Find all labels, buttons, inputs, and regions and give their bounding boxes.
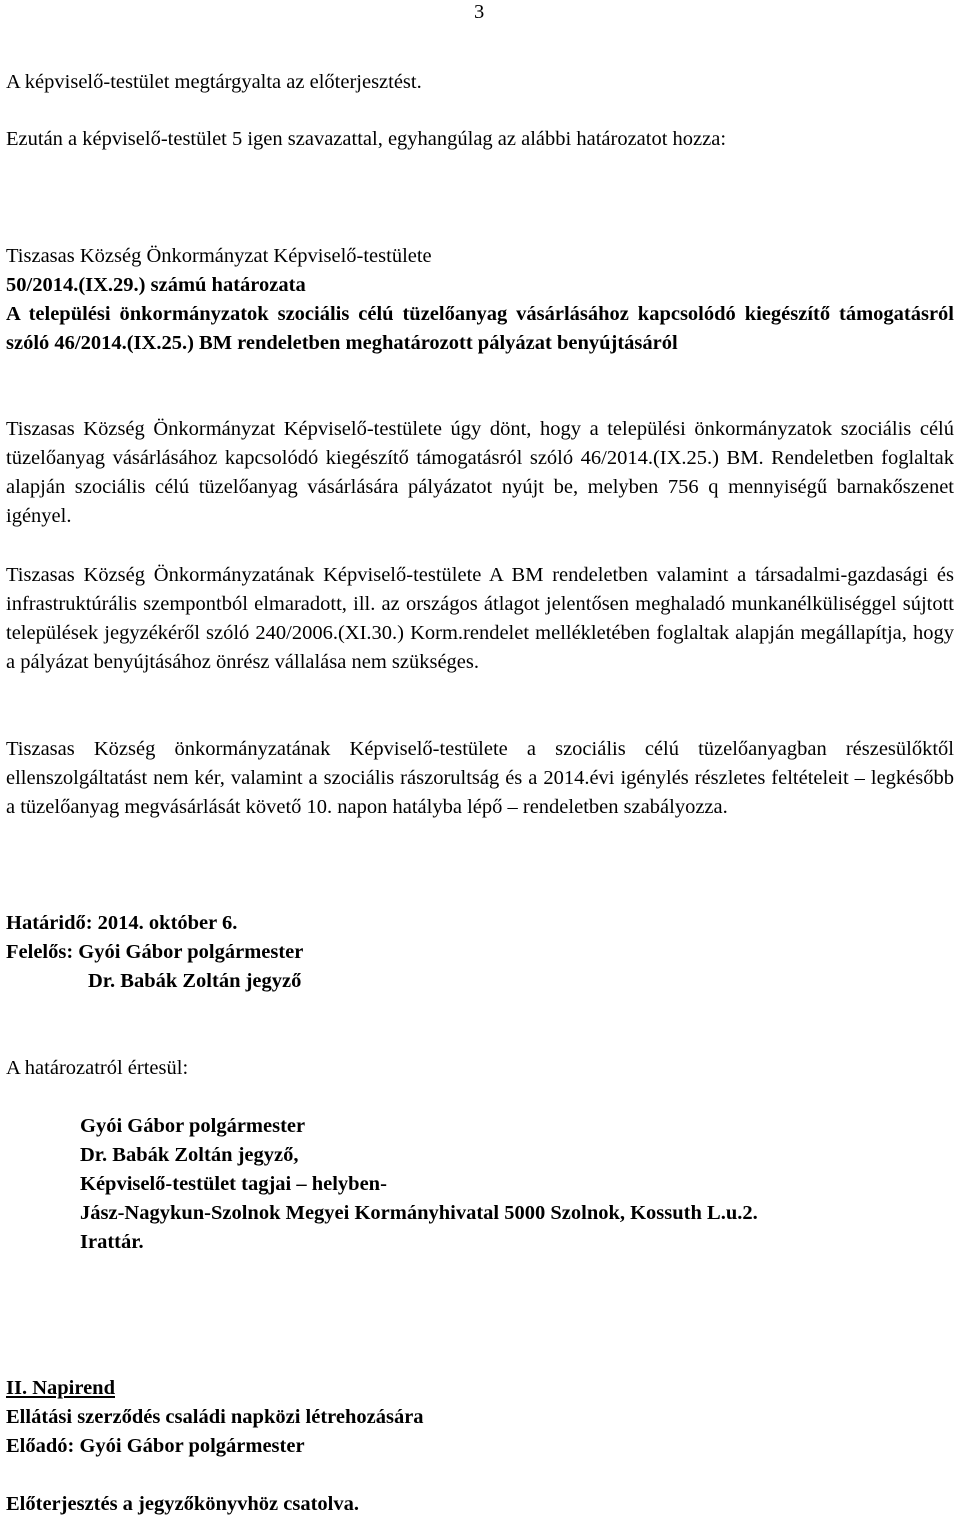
recipient-item: Jász-Nagykun-Szolnok Megyei Kormányhivatal 5000 Szolnok, Kossuth L.u.2. xyxy=(80,1202,758,1224)
decision-paragraph-2: Tiszasas Község Önkormányzatának Képviselő-testülete A BM rendeletben valamint a társadalmi-gazdasági és infrastruktúrális szempontból elmaradott, ill. az országos átlagot jelentősen meghaladó munkanélküliséggel sújtott települések jegyzékéről szóló 240/2006.(XI.30.) Korm.rendelet mellékletében foglaltak alapján megállapítja, hogy a pályázat benyújtásához önrész vállalása nem szükséges. xyxy=(6,564,954,673)
recipient-item: Gyói Gábor polgármester xyxy=(80,1115,306,1137)
recipient-list xyxy=(6,1112,960,1257)
responsible-person-2: Dr. Babák Zoltán jegyző xyxy=(88,970,302,992)
resolution-body-name: Tiszasas Község Önkormányzat Képviselő-testülete xyxy=(6,245,432,267)
responsible-person: Felelős: Gyói Gábor polgármester xyxy=(6,941,304,963)
decision-paragraph-1: Tiszasas Község Önkormányzat Képviselő-testülete úgy dönt, hogy a települési önkormányzatok szociális célú tüzelőanyag vásárlásához kapcsolódó kiegészítő támogatásról szóló 46/2014.(IX.25.) BM. Rendeletben foglaltak alapján szociális célú tüzelőanyag vásárlására pályázatot nyújt be, melyben 756 q mennyiségű barnakőszenet igényel. xyxy=(6,418,954,527)
page-number: 3 xyxy=(474,1,485,23)
decision-paragraph-3: Tiszasas Község önkormányzatának Képviselő-testülete a szociális célú tüzelőanyagban részesülőktől ellenszolgáltatást nem kér, valamint a szociális rászorultság és a 2014.évi igénylés részletes feltételeit – legkésőbb a tüzelőanyag megvásárlását követő 10. napon hatályba lépő – rendeletben szabályozza. xyxy=(6,738,954,818)
resolution-subject: A települési önkormányzatok szociális célú tüzelőanyag vásárlásához kapcsolódó kiegészítő támogatásról szóló 46/2014.(IX.25.) BM rendeletben meghatározott pályázat benyújtásáról xyxy=(6,303,954,354)
agenda-number-text: II. Napirend xyxy=(6,1377,115,1399)
agenda-presenter: Előadó: Gyói Gábor polgármester xyxy=(6,1435,305,1457)
recipient-item: Dr. Babák Zoltán jegyző, xyxy=(80,1144,299,1166)
agenda-title: Ellátási szerződés családi napközi létrehozására xyxy=(6,1406,424,1428)
agenda-note: Előterjesztés a jegyzőkönyvhöz csatolva. xyxy=(6,1493,359,1515)
vote-statement: Ezután a képviselő-testület 5 igen szavazattal, egyhangúlag az alábbi határozatot hozza: xyxy=(6,128,727,150)
deadline: Határidő: 2014. október 6. xyxy=(6,912,238,934)
notification-heading: A határozatról értesül: xyxy=(6,1057,189,1079)
resolution-number: 50/2014.(IX.29.) számú határozata xyxy=(6,274,306,296)
intro-statement: A képviselő-testület megtárgyalta az előterjesztést. xyxy=(6,71,422,93)
recipient-item: Irattár. xyxy=(80,1231,144,1253)
agenda-number xyxy=(6,1374,954,1403)
recipient-item: Képviselő-testület tagjai – helyben- xyxy=(80,1173,387,1195)
